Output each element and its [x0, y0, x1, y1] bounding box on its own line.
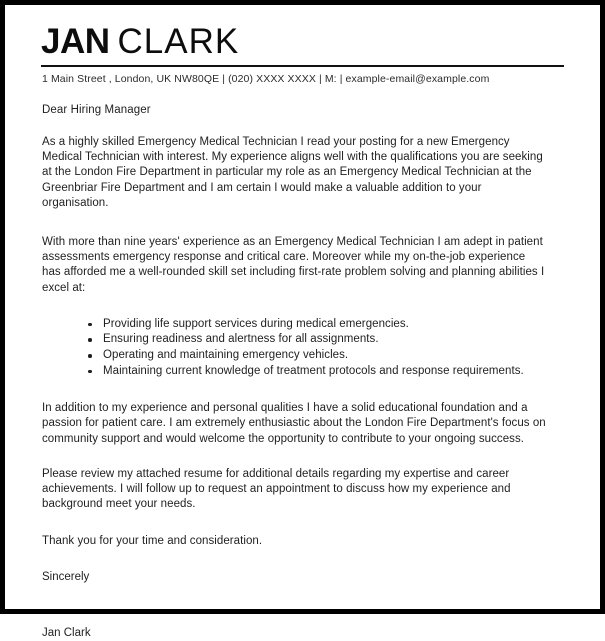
- last-name: CLARK: [117, 22, 240, 61]
- letter-sheet: [5, 5, 600, 639]
- spacer: [42, 211, 560, 235]
- paragraph-3: In addition to my experience and personal qualities I have a solid educational foundation and a passion for patient care. I am extremely enthusiastic about the London Fire Department's focus on community support and would welcome the opportunity to contribute to your ongoing success.: [42, 402, 546, 445]
- paragraph-4: Please review my attached resume for additional details regarding my expertise and career achievements. I will follow up to request an appointment to discuss how my experience and background meet your needs.: [42, 467, 511, 511]
- spacer: [42, 585, 560, 626]
- qualifications-list: [42, 317, 560, 379]
- paragraph-1: As a highly skilled Emergency Medical Technician I read your posting for a new Emergency Medical Technician with interest. My experience aligns well with the qualifications you are seeking at the London Fire Department in particular my role as an Emergency Medical Technician at the Greenbriar Fire Department and I am certain I would make a valuable addition to your organisation.: [42, 136, 543, 209]
- spacer: [42, 447, 560, 467]
- paragraph-5: Thank you for your time and consideration.: [42, 535, 263, 548]
- closing: Sincerely: [42, 570, 90, 583]
- header-divider: [41, 65, 564, 67]
- spacer: [42, 296, 560, 317]
- spacer: [42, 379, 560, 401]
- list-item: Operating and maintaining emergency vehicles.: [88, 348, 560, 364]
- contact-line: 1 Main Street , London, UK NW80QE | (020) XXXX XXXX | M: | example-email@example.com: [42, 73, 490, 85]
- salutation: Dear Hiring Manager: [42, 104, 151, 116]
- letter-body: [38, 103, 560, 641]
- list-item: Maintaining current knowledge of treatment protocols and response requirements.: [88, 364, 560, 380]
- first-name: JAN: [41, 22, 110, 61]
- spacer: [42, 118, 560, 135]
- list-item: Ensuring readiness and alertness for all assignments.: [88, 332, 560, 348]
- list-item: Providing life support services during medical emergencies.: [88, 317, 560, 333]
- page-title: [38, 23, 560, 61]
- spacer: [42, 550, 560, 570]
- spacer: [42, 512, 560, 534]
- paragraph-2: With more than nine years' experience as an Emergency Medical Technician I am adept in patient assessments emergency response and critical care. Moreover while my on-the-job experience has afforded me a well-rounded skill set including first-rate problem solving and planning abilities I excel at:: [42, 236, 545, 294]
- letterhead: [38, 23, 560, 86]
- signature-name: Jan Clark: [42, 626, 91, 639]
